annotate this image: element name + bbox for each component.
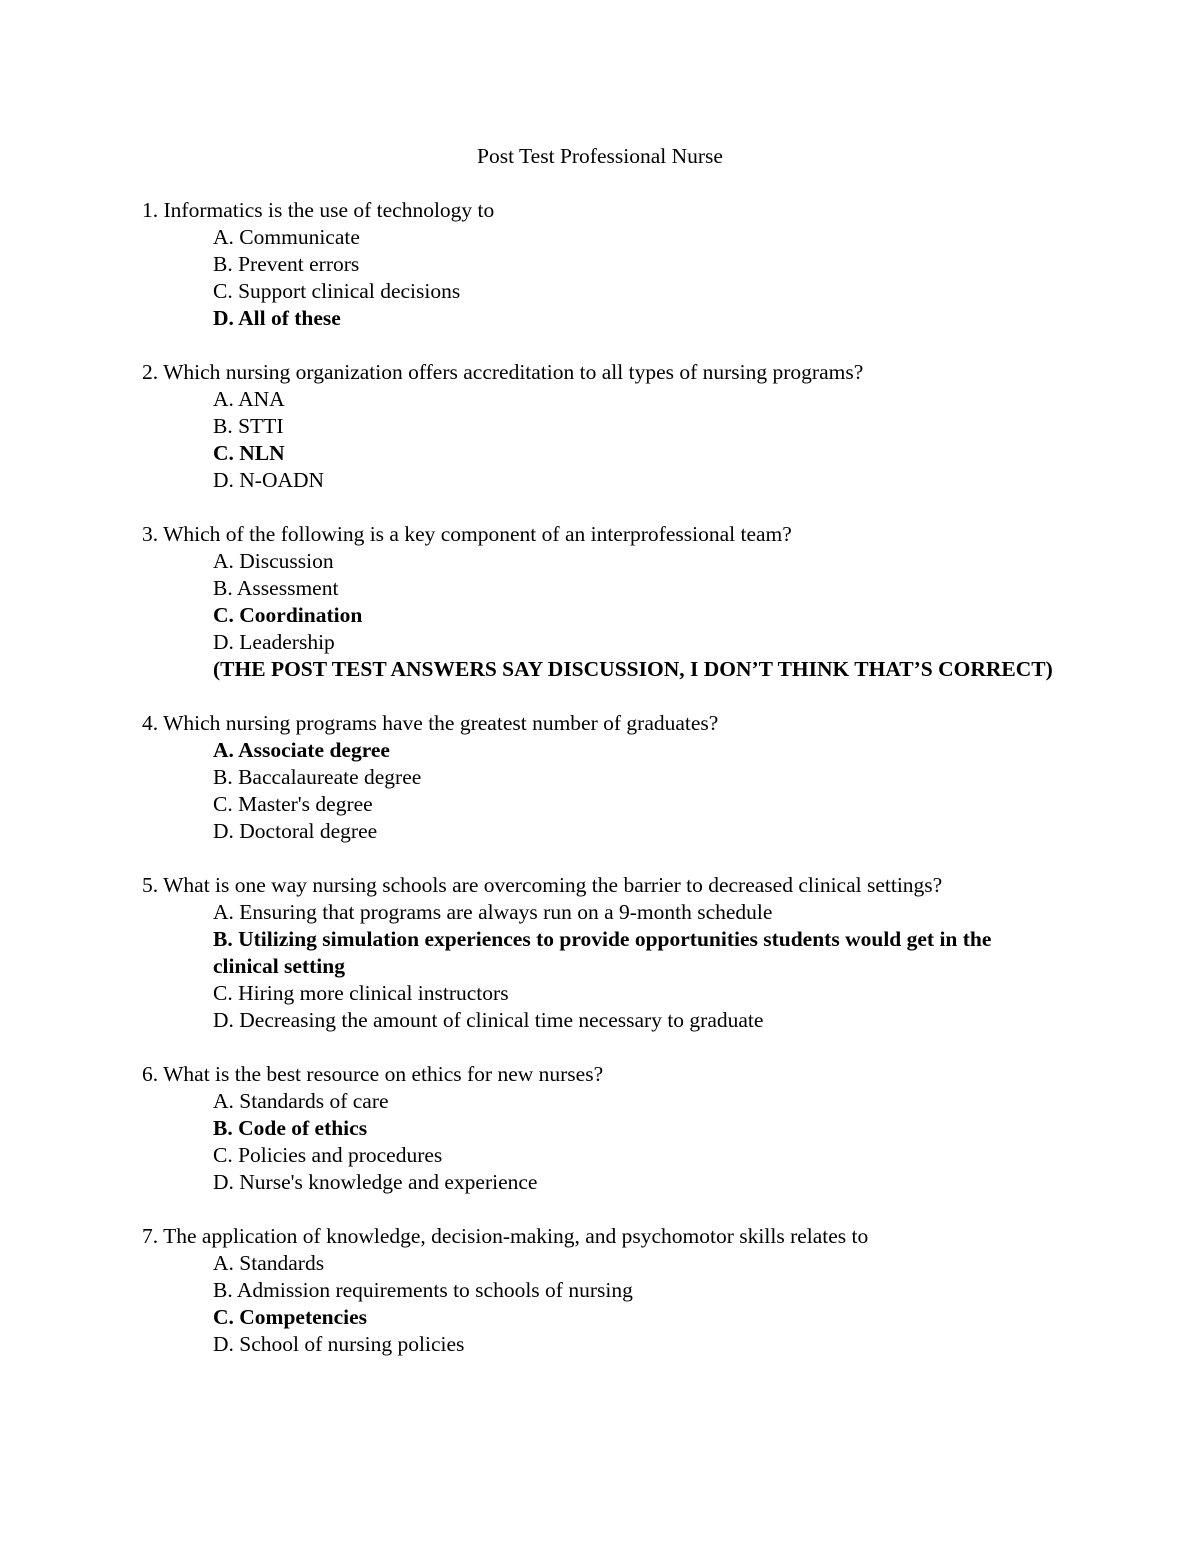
question-list: [142, 197, 1062, 1385]
correct-answer-option: C. NLN: [213, 441, 285, 465]
answer-option: B. Admission requirements to schools of nursing: [213, 1278, 633, 1302]
correct-answer-option: C. Coordination: [213, 603, 363, 627]
answer-option: D. School of nursing policies: [213, 1332, 465, 1356]
question-2: [142, 359, 1062, 494]
answer-option: A. Standards of care: [213, 1089, 389, 1113]
question-4: [142, 710, 1062, 845]
answer-option: D. N-OADN: [213, 468, 325, 492]
question-prompt: 3. Which of the following is a key component of an interprofessional team?: [142, 522, 792, 546]
answer-option: A. ANA: [213, 387, 285, 411]
question-prompt: 2. Which nursing organization offers accreditation to all types of nursing programs?: [142, 360, 864, 384]
correct-answer-option: C. Competencies: [213, 1305, 368, 1329]
question-prompt: 4. Which nursing programs have the greatest number of graduates?: [142, 711, 719, 735]
answer-option: B. Assessment: [213, 576, 339, 600]
question-1: [142, 197, 1062, 332]
answer-option: D. Nurse's knowledge and experience: [213, 1170, 538, 1194]
correct-answer-option: D. All of these: [213, 306, 341, 330]
answer-option: C. Master's degree: [213, 792, 373, 816]
answer-option: B. STTI: [213, 414, 284, 438]
correct-answer-option: A. Associate degree: [213, 738, 390, 762]
question-7: [142, 1223, 1062, 1358]
correct-answer-option: B. Code of ethics: [213, 1116, 368, 1140]
answer-option: B. Prevent errors: [213, 252, 360, 276]
answer-option: C. Hiring more clinical instructors: [213, 981, 509, 1005]
answer-option: D. Leadership: [213, 630, 335, 654]
answer-option: A. Standards: [213, 1251, 325, 1275]
answer-option: A. Ensuring that programs are always run on a 9-month schedule: [213, 900, 773, 924]
question-prompt: 5. What is one way nursing schools are overcoming the barrier to decreased clinical settings?: [142, 873, 943, 897]
answer-note: (THE POST TEST ANSWERS SAY DISCUSSION, I DON’T THINK THAT’S CORRECT): [213, 657, 1053, 681]
question-prompt: 7. The application of knowledge, decision-making, and psychomotor skills relates to: [142, 1224, 869, 1248]
question-prompt: 1. Informatics is the use of technology to: [142, 198, 495, 222]
question-5: [142, 872, 1062, 1034]
answer-option: A. Communicate: [213, 225, 360, 249]
question-3: [142, 521, 1062, 683]
answer-option: B. Baccalaureate degree: [213, 765, 422, 789]
answer-option: D. Doctoral degree: [213, 819, 378, 843]
answer-option: A. Discussion: [213, 549, 334, 573]
answer-option: C. Support clinical decisions: [213, 279, 461, 303]
correct-answer-option: B. Utilizing simulation experiences to provide opportunities students would get in the clinical setting: [213, 927, 992, 978]
answer-option: D. Decreasing the amount of clinical time necessary to graduate: [213, 1008, 764, 1032]
question-6: [142, 1061, 1062, 1196]
question-prompt: 6. What is the best resource on ethics for new nurses?: [142, 1062, 604, 1086]
answer-option: C. Policies and procedures: [213, 1143, 443, 1167]
page-title: Post Test Professional Nurse: [477, 144, 723, 168]
